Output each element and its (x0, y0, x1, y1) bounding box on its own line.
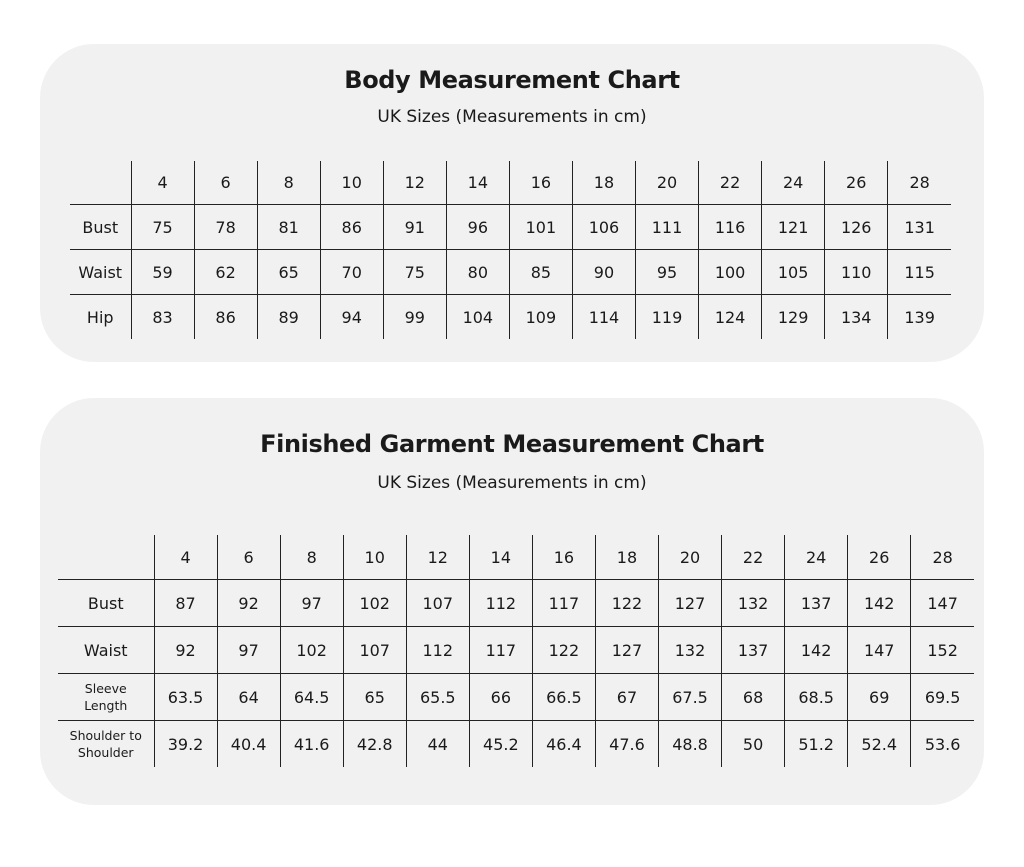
measurement-cell: 112 (469, 580, 532, 627)
measurement-cell: 132 (659, 627, 722, 674)
size-header-cell: 24 (785, 535, 848, 580)
measurement-cell: 127 (595, 627, 658, 674)
measurement-cell: 65.5 (406, 674, 469, 721)
measurement-cell: 66 (469, 674, 532, 721)
measurement-cell: 66.5 (532, 674, 595, 721)
measurement-cell: 132 (722, 580, 785, 627)
measurement-cell: 117 (469, 627, 532, 674)
measurement-cell: 75 (131, 205, 194, 250)
measurement-row (58, 580, 974, 627)
size-header-cell: 18 (572, 161, 635, 205)
measurement-cell: 91 (383, 205, 446, 250)
size-header-cell: 6 (194, 161, 257, 205)
measurement-cell: 50 (722, 721, 785, 768)
measurement-cell: 92 (217, 580, 280, 627)
measurement-cell: 97 (217, 627, 280, 674)
measurement-cell: 89 (257, 295, 320, 340)
size-header-cell: 28 (911, 535, 974, 580)
measurement-cell: 121 (762, 205, 825, 250)
measurement-cell: 137 (785, 580, 848, 627)
measurement-cell: 90 (572, 250, 635, 295)
measurement-cell: 122 (595, 580, 658, 627)
row-label: Bust (58, 580, 154, 627)
measurement-cell: 40.4 (217, 721, 280, 768)
measurement-cell: 68.5 (785, 674, 848, 721)
measurement-cell: 110 (825, 250, 888, 295)
size-header-cell: 26 (848, 535, 911, 580)
garment-chart-subtitle: UK Sizes (Measurements in cm) (377, 473, 647, 493)
measurement-cell: 65 (343, 674, 406, 721)
measurement-cell: 92 (154, 627, 217, 674)
size-header-cell: 20 (636, 161, 699, 205)
measurement-cell: 97 (280, 580, 343, 627)
measurement-cell: 68 (722, 674, 785, 721)
measurement-cell: 116 (699, 205, 762, 250)
measurement-cell: 86 (320, 205, 383, 250)
measurement-cell: 62 (194, 250, 257, 295)
measurement-cell: 70 (320, 250, 383, 295)
row-label: Hip (86, 307, 114, 327)
size-header-cell: 28 (888, 161, 951, 205)
measurement-cell: 81 (257, 205, 320, 250)
row-label (58, 674, 154, 721)
measurement-cell: 94 (320, 295, 383, 340)
row-label-line: Shoulder to (69, 728, 142, 743)
row-label: Waist (58, 627, 154, 674)
measurement-cell: 127 (659, 580, 722, 627)
size-header-cell: 22 (722, 535, 785, 580)
measurement-cell: 142 (848, 580, 911, 627)
size-header-cell: 26 (825, 161, 888, 205)
size-header-cell: 18 (595, 535, 658, 580)
measurement-cell: 106 (572, 205, 635, 250)
measurement-cell: 67 (595, 674, 658, 721)
row-label (58, 721, 154, 768)
measurement-cell: 63.5 (154, 674, 217, 721)
size-header-cell: 14 (446, 161, 509, 205)
measurement-cell: 107 (343, 627, 406, 674)
size-header-row (58, 535, 974, 580)
size-header-cell: 16 (509, 161, 572, 205)
measurement-cell: 67.5 (659, 674, 722, 721)
measurement-cell: 86 (194, 295, 257, 340)
measurement-cell: 45.2 (469, 721, 532, 768)
measurement-cell: 75 (383, 250, 446, 295)
measurement-cell: 131 (888, 205, 951, 250)
measurement-cell: 41.6 (280, 721, 343, 768)
measurement-cell: 115 (888, 250, 951, 295)
measurement-cell: 100 (699, 250, 762, 295)
size-header-cell: 20 (659, 535, 722, 580)
size-header-cell: 22 (699, 161, 762, 205)
measurement-cell: 102 (280, 627, 343, 674)
row-label-line: Shoulder (77, 745, 134, 760)
measurement-cell: 95 (636, 250, 699, 295)
measurement-cell: 126 (825, 205, 888, 250)
measurement-cell: 114 (572, 295, 635, 340)
measurement-cell: 83 (131, 295, 194, 340)
measurement-cell: 147 (911, 580, 974, 627)
measurement-row (70, 250, 951, 295)
measurement-cell: 101 (509, 205, 572, 250)
measurement-cell: 69 (848, 674, 911, 721)
measurement-cell: 46.4 (532, 721, 595, 768)
measurement-cell: 104 (446, 295, 509, 340)
size-header-cell: 16 (532, 535, 595, 580)
garment-measurement-card (40, 398, 984, 805)
size-header-cell: 14 (469, 535, 532, 580)
row-label-line: Length (84, 698, 128, 713)
measurement-cell: 96 (446, 205, 509, 250)
measurement-row (70, 205, 951, 250)
measurement-cell: 139 (888, 295, 951, 340)
size-header-cell: 12 (406, 535, 469, 580)
measurement-cell: 134 (825, 295, 888, 340)
measurement-cell: 87 (154, 580, 217, 627)
measurement-cell: 102 (343, 580, 406, 627)
measurement-cell: 59 (131, 250, 194, 295)
measurement-cell: 44 (406, 721, 469, 768)
size-header-cell: 10 (343, 535, 406, 580)
measurement-cell: 117 (532, 580, 595, 627)
row-label: Bust (70, 205, 131, 250)
measurement-row (58, 674, 974, 721)
measurement-cell: 85 (509, 250, 572, 295)
size-header-cell: 24 (762, 161, 825, 205)
measurement-cell: 42.8 (343, 721, 406, 768)
body-measurement-table (70, 161, 951, 339)
header-corner-cell (58, 535, 154, 580)
row-label: Waist (70, 250, 131, 295)
measurement-cell: 53.6 (911, 721, 974, 768)
body-measurement-card (40, 44, 984, 362)
measurement-cell: 122 (532, 627, 595, 674)
measurement-cell: 99 (383, 295, 446, 340)
measurement-cell: 129 (762, 295, 825, 340)
size-header-cell: 6 (217, 535, 280, 580)
measurement-cell: 111 (636, 205, 699, 250)
garment-measurement-table (58, 535, 974, 767)
measurement-cell: 119 (636, 295, 699, 340)
measurement-cell: 105 (762, 250, 825, 295)
measurement-cell: 112 (406, 627, 469, 674)
size-header-cell: 10 (320, 161, 383, 205)
size-header-cell: 4 (131, 161, 194, 205)
measurement-cell: 142 (785, 627, 848, 674)
measurement-cell: 48.8 (659, 721, 722, 768)
measurement-cell: 80 (446, 250, 509, 295)
measurement-cell: 64.5 (280, 674, 343, 721)
row-label-line: Sleeve (84, 681, 127, 696)
measurement-cell: 39.2 (154, 721, 217, 768)
measurement-cell: 152 (911, 627, 974, 674)
measurement-cell: 78 (194, 205, 257, 250)
measurement-cell: 124 (699, 295, 762, 340)
measurement-cell: 51.2 (785, 721, 848, 768)
measurement-cell: 64 (217, 674, 280, 721)
size-header-cell: 4 (154, 535, 217, 580)
garment-chart-title: Finished Garment Measurement Chart (260, 430, 764, 458)
size-header-cell: 12 (383, 161, 446, 205)
measurement-cell: 47.6 (595, 721, 658, 768)
measurement-cell: 65 (257, 250, 320, 295)
size-header-cell: 8 (257, 161, 320, 205)
measurement-cell: 109 (509, 295, 572, 340)
measurement-cell: 69.5 (911, 674, 974, 721)
measurement-cell: 107 (406, 580, 469, 627)
measurement-row (58, 721, 974, 768)
body-chart-subtitle: UK Sizes (Measurements in cm) (377, 107, 647, 127)
size-header-cell: 8 (280, 535, 343, 580)
measurement-cell: 147 (848, 627, 911, 674)
measurement-cell: 137 (722, 627, 785, 674)
measurement-cell: 52.4 (848, 721, 911, 768)
size-header-row (70, 161, 951, 205)
measurement-row (58, 627, 974, 674)
header-corner-cell (70, 161, 131, 205)
measurement-row (70, 295, 951, 340)
body-chart-title: Body Measurement Chart (344, 66, 680, 94)
